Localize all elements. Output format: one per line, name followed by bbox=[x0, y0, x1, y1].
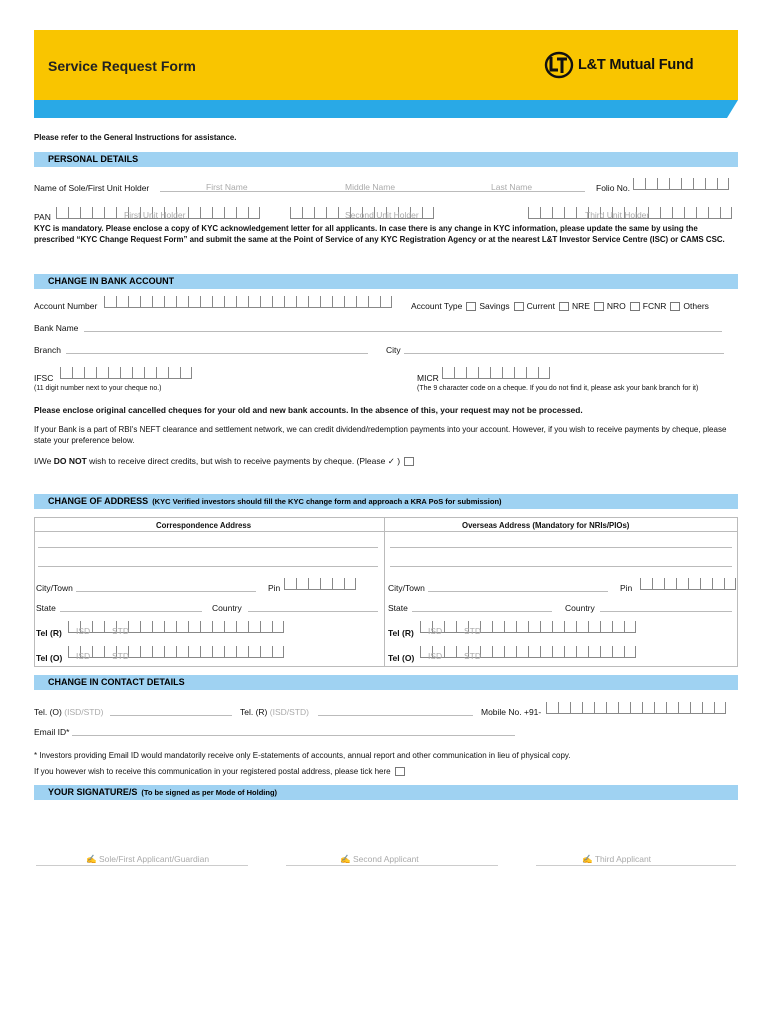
ovs-pin-label: Pin bbox=[620, 583, 633, 593]
corr-pin-boxes[interactable] bbox=[284, 578, 356, 590]
last-name-hint: Last Name bbox=[491, 182, 533, 192]
section-personal-details bbox=[34, 152, 738, 167]
pan-first-hint: First Unit Holder bbox=[124, 210, 186, 220]
overseas-header: Overseas Address (Mandatory for NRIs/PIOs) bbox=[462, 521, 630, 530]
account-number-boxes[interactable] bbox=[104, 296, 392, 308]
pen-icon: ✍ bbox=[86, 854, 97, 864]
address-header-line bbox=[34, 531, 738, 532]
signature-line-second[interactable] bbox=[286, 865, 498, 866]
section-title: CHANGE IN CONTACT DETAILS bbox=[48, 677, 185, 687]
nre-checkbox[interactable] bbox=[559, 302, 569, 311]
signature-first: ✍ Sole/First Applicant/Guardian bbox=[86, 854, 210, 864]
ovs-state-line[interactable] bbox=[412, 611, 552, 612]
corr-tel-o-boxes[interactable] bbox=[68, 646, 284, 658]
mobile-boxes[interactable] bbox=[546, 702, 726, 714]
kyc-note: KYC is mandatory. Please enclose a copy of KYC acknowledgement letter for all applicants. In case there is any change in KYC information, please update the same by using the prescribed “KYC Change Request Form” and submit the same at the Point of Service of any KYC Registration Agency or at the nearest L&T Investor Service Centre (ISC) or CAMS CSC. bbox=[34, 224, 725, 244]
email-label: Email ID* bbox=[34, 727, 70, 737]
corr-tel-o-std: STD bbox=[112, 651, 129, 661]
cheque-note: Please enclose original cancelled cheques for your old and new bank accounts. In the absence of this, your request may not be processed. bbox=[34, 405, 583, 415]
correspondence-header: Correspondence Address bbox=[156, 521, 252, 530]
pen-icon: ✍ bbox=[340, 854, 351, 864]
ovs-address-line-1[interactable] bbox=[390, 547, 732, 548]
others-checkbox[interactable] bbox=[670, 302, 680, 311]
corr-pin-label: Pin bbox=[268, 583, 281, 593]
corr-address-line-2[interactable] bbox=[38, 566, 378, 567]
contact-tel-r: Tel. (R) (ISD/STD) bbox=[240, 707, 309, 717]
postal-checkbox[interactable] bbox=[395, 767, 405, 776]
signature-third: ✍ Third Applicant bbox=[582, 854, 652, 864]
branch-label: Branch bbox=[34, 345, 61, 355]
neft-note: If your Bank is a part of RBI's NEFT clearance and settlement network, we can credit dividend/redemption payments into your account. However, if you wish to receive payments by cheque, please state your preference below. bbox=[34, 425, 727, 445]
nro-checkbox[interactable] bbox=[594, 302, 604, 311]
micr-boxes[interactable] bbox=[442, 367, 550, 379]
section-title: PERSONAL DETAILS bbox=[48, 154, 139, 164]
branch-line[interactable] bbox=[66, 353, 368, 354]
folio-boxes[interactable] bbox=[633, 178, 729, 190]
pan-second-hint: Second Unit Holder bbox=[345, 210, 419, 220]
ovs-country-label: Country bbox=[565, 603, 595, 613]
micr-note: (The 9 character code on a cheque. If you do not find it, please ask your bank branch for it) bbox=[417, 385, 699, 392]
corr-state-line[interactable] bbox=[60, 611, 202, 612]
corr-address-line-1[interactable] bbox=[38, 547, 378, 548]
ovs-tel-r-std: STD bbox=[464, 626, 481, 636]
ovs-tel-o-isd: ISD bbox=[428, 651, 443, 661]
corr-city-label: City/Town bbox=[36, 583, 73, 593]
postal-note: If you however wish to receive this communication in your registered postal address, please tick here bbox=[34, 767, 408, 776]
bank-name-line[interactable] bbox=[84, 331, 722, 332]
section-title: YOUR SIGNATURE/S bbox=[48, 787, 138, 797]
corr-state-label: State bbox=[36, 603, 56, 613]
ovs-pin-boxes[interactable] bbox=[640, 578, 736, 590]
contact-tel-r-line[interactable] bbox=[318, 715, 473, 716]
cheque-preference-checkbox[interactable] bbox=[404, 457, 414, 466]
pen-icon: ✍ bbox=[582, 854, 593, 864]
current-checkbox[interactable] bbox=[514, 302, 524, 311]
cheque-preference: I/We DO NOT wish to receive direct credits, but wish to receive payments by cheque. (Please ✓ ) bbox=[34, 456, 417, 467]
section-title: CHANGE IN BANK ACCOUNT bbox=[48, 276, 175, 286]
brand-name: L&T Mutual Fund bbox=[578, 57, 694, 73]
type-fcnr: FCNR bbox=[642, 301, 667, 311]
ovs-tel-r-boxes[interactable] bbox=[420, 621, 636, 633]
section-title: CHANGE OF ADDRESS bbox=[48, 496, 149, 506]
ovs-address-line-2[interactable] bbox=[390, 566, 732, 567]
address-table bbox=[34, 517, 738, 667]
ovs-tel-o-label: Tel (O) bbox=[388, 653, 415, 663]
section-subtitle: (KYC Verified investors should fill the KYC change form and approach a KRA PoS for submission) bbox=[152, 497, 502, 506]
account-number-label: Account Number bbox=[34, 301, 98, 311]
section-bank-account bbox=[34, 274, 738, 289]
ovs-tel-o-std: STD bbox=[464, 651, 481, 661]
contact-tel-o: Tel. (O) (ISD/STD) bbox=[34, 707, 104, 717]
account-type-label bbox=[411, 301, 709, 311]
section-subtitle: (To be signed as per Mode of Holding) bbox=[141, 788, 278, 797]
account-type-text: Account Type bbox=[411, 301, 463, 311]
section-change-of-address bbox=[34, 494, 738, 509]
section-contact-details bbox=[34, 675, 738, 690]
pan-label: PAN bbox=[34, 212, 51, 222]
page-title: Service Request Form bbox=[48, 58, 196, 74]
corr-country-label: Country bbox=[212, 603, 242, 613]
intro-text: Please refer to the General Instructions for assistance. bbox=[34, 133, 237, 142]
corr-tel-o-label: Tel (O) bbox=[36, 653, 63, 663]
corr-tel-r-label: Tel (R) bbox=[36, 628, 62, 638]
folio-label: Folio No. bbox=[596, 183, 631, 193]
section-signature bbox=[34, 785, 738, 800]
first-name-hint: First Name bbox=[206, 182, 248, 192]
type-others: Others bbox=[683, 301, 709, 311]
type-current: Current bbox=[526, 301, 555, 311]
fcnr-checkbox[interactable] bbox=[630, 302, 640, 311]
header-stripe bbox=[34, 100, 727, 118]
city-label: City bbox=[386, 345, 401, 355]
email-line[interactable] bbox=[72, 735, 515, 736]
signature-line-first[interactable] bbox=[36, 865, 248, 866]
ovs-city-label: City/Town bbox=[388, 583, 425, 593]
ifsc-label: IFSC bbox=[34, 373, 54, 383]
middle-name-hint: Middle Name bbox=[345, 182, 396, 192]
savings-checkbox[interactable] bbox=[466, 302, 476, 311]
type-savings: Savings bbox=[479, 301, 510, 311]
city-line[interactable] bbox=[404, 353, 724, 354]
ovs-tel-r-label: Tel (R) bbox=[388, 628, 414, 638]
type-nro: NRO bbox=[606, 301, 626, 311]
mobile-label: Mobile No. +91- bbox=[481, 707, 542, 717]
ovs-state-label: State bbox=[388, 603, 408, 613]
lt-logo-icon bbox=[544, 51, 574, 79]
name-label: Name of Sole/First Unit Holder bbox=[34, 183, 150, 193]
type-nre: NRE bbox=[571, 301, 590, 311]
header-stripe-tip bbox=[727, 100, 738, 118]
ovs-city-line[interactable] bbox=[428, 591, 608, 592]
corr-tel-r-std: STD bbox=[112, 626, 129, 636]
corr-city-line[interactable] bbox=[76, 591, 256, 592]
email-note: * Investors providing Email ID would mandatorily receive only E-statements of accounts, annual report and other communication in lieu of physical copy. bbox=[34, 751, 571, 760]
ifsc-note: (11 digit number next to your cheque no.) bbox=[34, 385, 162, 392]
ovs-country-line[interactable] bbox=[600, 611, 732, 612]
corr-tel-r-boxes[interactable] bbox=[68, 621, 284, 633]
brand-logo bbox=[544, 50, 693, 80]
bank-name-label: Bank Name bbox=[34, 323, 79, 333]
contact-tel-o-line[interactable] bbox=[110, 715, 232, 716]
signature-second: ✍ Second Applicant bbox=[340, 854, 419, 864]
address-divider bbox=[384, 517, 385, 667]
micr-label: MICR bbox=[417, 373, 439, 383]
corr-tel-o-isd: ISD bbox=[76, 651, 91, 661]
ovs-tel-r-isd: ISD bbox=[428, 626, 443, 636]
signature-line-third[interactable] bbox=[536, 865, 736, 866]
corr-tel-r-isd: ISD bbox=[76, 626, 91, 636]
corr-country-line[interactable] bbox=[248, 611, 378, 612]
pan-third-hint: Third Unit Holder bbox=[585, 210, 650, 220]
ifsc-boxes[interactable] bbox=[60, 367, 192, 379]
ovs-tel-o-boxes[interactable] bbox=[420, 646, 636, 658]
